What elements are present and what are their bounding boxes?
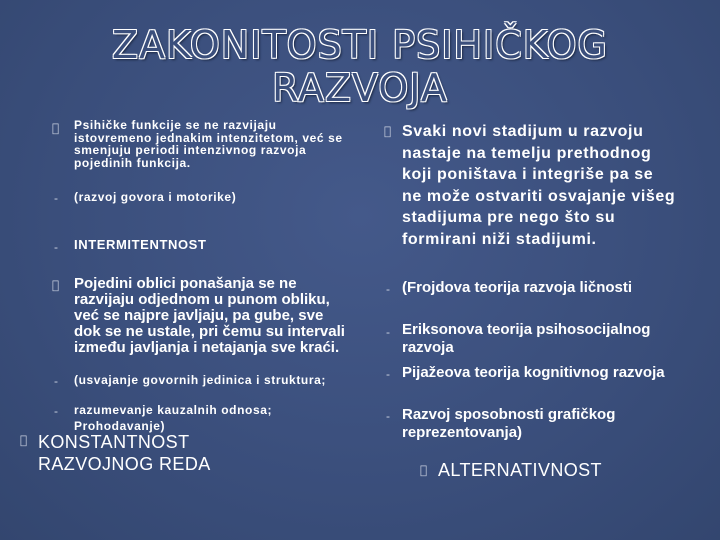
dash-marker: -: [54, 240, 58, 254]
bullet-box-icon: [384, 124, 391, 138]
left-item-2: Pojedini oblici ponašanja se ne razvijaju odjednom u punom obliku, već se najpre javljaju, pa gube, sve dok se ne ustale, pri čemu su intervali između javljanja i netajanja sve kraći.: [74, 275, 345, 356]
dash-marker: -: [386, 325, 390, 339]
dash-marker: -: [54, 404, 58, 418]
right-sub-3: Pijažeova teorija kognitivnog razvoja: [402, 364, 665, 381]
left-item-1: Psihičke funkcije se ne razvijaju istovremeno jednakim intenzitetom, već se smenjuju periodi intenzivnog razvoja pojedinih funkcija.: [74, 118, 343, 170]
dash-marker: -: [386, 367, 390, 381]
intermitentnost-label: INTERMITENTNOST: [74, 237, 207, 252]
right-sub-1: (Frojdova teorija razvoja ličnosti: [402, 279, 633, 296]
right-sub-2: Eriksonova teorija psihosocijalnog razvoja: [402, 321, 651, 356]
slide-title: ZAKONITOSTI PSIHIČKOG RAZVOJA: [112, 23, 608, 110]
bullet-box-icon: [52, 121, 59, 135]
alternativnost-heading: ALTERNATIVNOST: [438, 460, 602, 480]
konstantnost-line-1: KONSTANTNOST: [38, 432, 190, 452]
konstantnost-heading: [38, 431, 338, 475]
bullet-box-icon: [52, 278, 59, 292]
left-item-2-sub-2: razumevanje kauzalnih odnosa;: [74, 403, 273, 417]
dash-marker: -: [54, 374, 58, 388]
konstantnost-line-2: RAZVOJNOG REDA: [38, 454, 211, 474]
dash-marker: -: [386, 409, 390, 423]
bullet-box-icon: [420, 463, 427, 477]
left-item-2-sub-1: (usvajanje govornih jedinica i struktura;: [74, 373, 326, 387]
right-item-1: Svaki novi stadijum u razvoju nastaje na temelju prethodnog koji poništava i integriše pa se ne može ostvariti osvajanje višeg stadijuma pre nego što su formirani niži stadijumi.: [402, 123, 676, 248]
right-sub-4: Razvoj sposobnosti grafičkog reprezentovanja): [402, 406, 616, 441]
dash-marker: -: [386, 282, 390, 296]
dash-marker: -: [54, 191, 58, 205]
left-item-2-sub-3: Prohodavanje): [74, 419, 166, 433]
left-item-1-sub: (razvoj govora i motorike): [74, 190, 237, 204]
bullet-box-icon: [20, 433, 27, 447]
